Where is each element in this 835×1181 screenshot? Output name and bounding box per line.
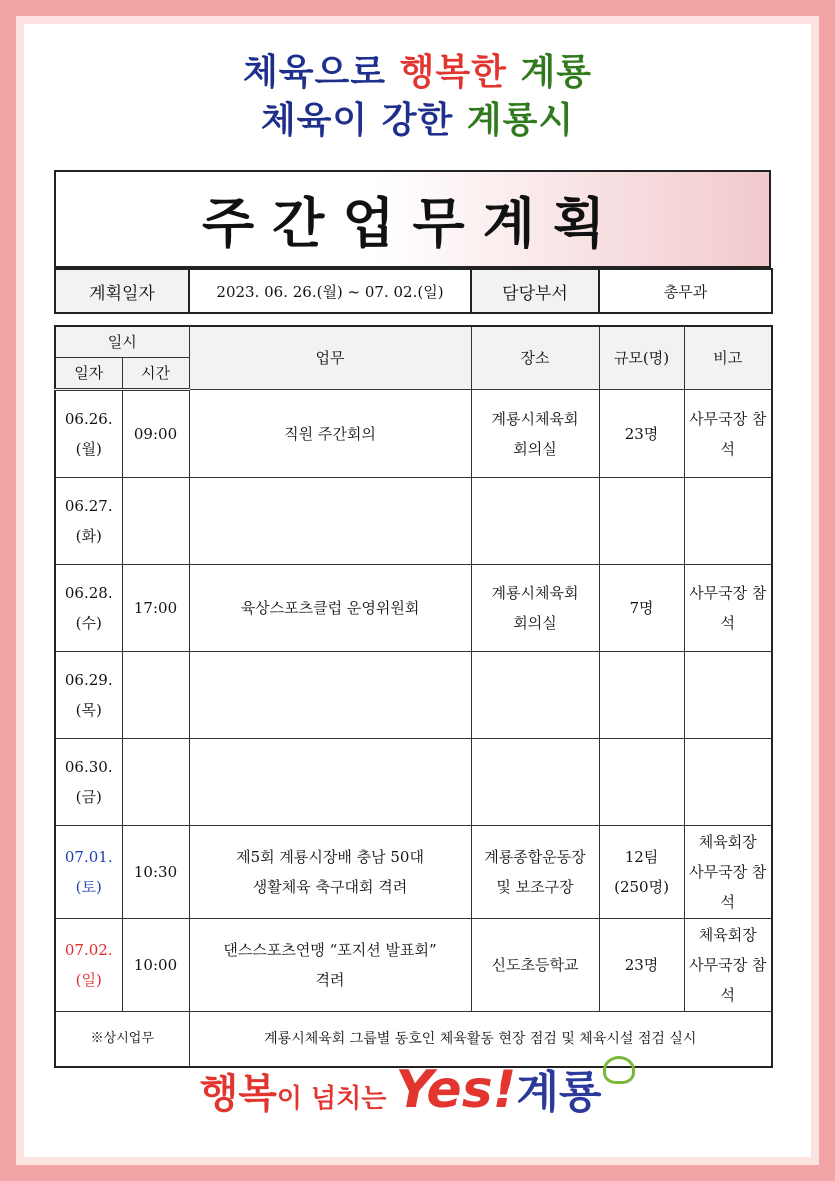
row-day-value: (금) <box>75 788 102 806</box>
footer-part-3: Yes! <box>395 1060 517 1120</box>
row-date <box>55 478 122 565</box>
row-note-line-1: 체육회장 <box>698 833 757 851</box>
header-note: 비고 <box>684 326 772 390</box>
row-place <box>471 565 599 652</box>
row-task-line-2: 격려 <box>315 971 345 989</box>
header-task: 업무 <box>189 326 471 390</box>
row-time <box>122 739 189 826</box>
row-date <box>55 826 122 919</box>
slogan-1-part-1: 체육으로 <box>242 52 400 93</box>
row-scale <box>599 390 684 478</box>
row-note-line-1: 체육회장 <box>698 926 757 944</box>
row-task <box>189 652 471 739</box>
row-scale-line-1: 12팀 <box>624 848 659 866</box>
header-date: 일자 <box>55 358 122 390</box>
row-task <box>189 478 471 565</box>
row-note <box>684 390 772 478</box>
schedule-table <box>54 325 773 1068</box>
row-day-value: (토) <box>75 878 102 896</box>
row-task <box>189 565 471 652</box>
table-row <box>55 919 772 1012</box>
slogan-1-part-2: 행복한 <box>399 52 507 93</box>
heart-icon <box>603 1056 635 1084</box>
info-row <box>55 269 772 313</box>
row-task <box>189 919 471 1012</box>
row-place <box>471 739 599 826</box>
row-date-value: 06.27. <box>64 497 113 515</box>
row-note <box>684 826 772 919</box>
header-place: 장소 <box>471 326 599 390</box>
row-place <box>471 826 599 919</box>
footer-part-4: 계룡 <box>516 1067 602 1118</box>
dept-label: 담당부서 <box>471 269 599 313</box>
row-scale <box>599 826 684 919</box>
row-task-line-1: 댄스스포츠연맹 “포지션 발표회” <box>223 941 437 959</box>
row-place-line-2: 회의실 <box>513 614 557 632</box>
row-date <box>55 739 122 826</box>
slogan-1-part-3: 계룡 <box>506 52 593 93</box>
row-note-line-2: 사무국장 참석 <box>689 863 767 911</box>
row-note <box>684 652 772 739</box>
header-time: 시간 <box>122 358 189 390</box>
table-row <box>55 739 772 826</box>
row-note <box>684 565 772 652</box>
row-scale <box>599 565 684 652</box>
row-day-value: (수) <box>75 614 102 632</box>
footer-part-1: 행복 <box>199 1071 277 1117</box>
row-day-value: (일) <box>75 971 102 989</box>
row-date-value: 06.26. <box>64 410 113 428</box>
slogan-2-part-1: 체육이 강한 <box>260 100 454 141</box>
table-row <box>55 390 772 478</box>
row-task <box>189 826 471 919</box>
row-place-line-2: 회의실 <box>513 439 557 458</box>
regular-task-label: ※상시업무 <box>55 1012 189 1068</box>
row-note <box>684 739 772 826</box>
row-place-line-1: 계룡시체육회 <box>491 409 579 428</box>
regular-task-value: 계룡시체육회 그룹별 동호인 체육활동 현장 점검 및 체육시설 점검 실시 <box>189 1012 772 1068</box>
slogan-line-1 <box>0 44 835 95</box>
row-day-value: (목) <box>75 701 102 719</box>
row-date-value: 07.02. <box>64 941 113 959</box>
row-scale-line-1: 23명 <box>624 424 659 443</box>
row-place-line-2: 및 보조구장 <box>496 878 574 896</box>
row-day-value: (화) <box>75 527 102 545</box>
row-place-line-1: 신도초등학교 <box>491 956 579 974</box>
row-note-line-2: 사무국장 참석 <box>689 956 767 1004</box>
row-place-line-1: 계룡시체육회 <box>491 584 579 602</box>
row-time <box>122 652 189 739</box>
row-task-line-1: 직원 주간회의 <box>284 424 376 443</box>
row-place-line-1: 계룡종합운동장 <box>484 848 586 866</box>
page-title: 주간업무계획 <box>202 191 623 255</box>
footer-logo <box>0 1056 835 1120</box>
row-scale-line-1: 23명 <box>624 956 659 974</box>
row-time: 10:00 <box>122 919 189 1012</box>
table-row <box>55 478 772 565</box>
slogan-2-part-2: 계룡시 <box>453 100 575 141</box>
row-scale <box>599 919 684 1012</box>
header-row-1 <box>55 326 772 358</box>
row-place <box>471 919 599 1012</box>
row-time <box>122 478 189 565</box>
row-place <box>471 652 599 739</box>
header-scale: 규모(명) <box>599 326 684 390</box>
row-date <box>55 652 122 739</box>
row-date <box>55 919 122 1012</box>
row-date-value: 06.30. <box>64 758 113 776</box>
table-row <box>55 652 772 739</box>
row-time: 10:30 <box>122 826 189 919</box>
row-note <box>684 478 772 565</box>
row-task <box>189 739 471 826</box>
row-date <box>55 390 122 478</box>
row-task <box>189 390 471 478</box>
plan-date-label: 계획일자 <box>55 269 189 313</box>
row-date-value: 06.28. <box>64 584 113 602</box>
row-scale-line-2: (250명) <box>614 878 669 896</box>
dept-value: 총무과 <box>599 269 772 313</box>
row-task-line-2: 생활체육 축구대회 격려 <box>252 878 408 896</box>
row-place <box>471 478 599 565</box>
row-date-value: 07.01. <box>64 848 113 866</box>
row-time: 17:00 <box>122 565 189 652</box>
row-note-line-1: 사무국장 참석 <box>689 584 767 632</box>
footer-part-2: 이 넘치는 <box>276 1084 396 1114</box>
table-row <box>55 826 772 919</box>
plan-date-value: 2023. 06. 26.(월) ~ 07. 02.(일) <box>189 269 471 313</box>
table-row <box>55 565 772 652</box>
row-time: 09:00 <box>122 390 189 478</box>
title-box <box>54 170 771 268</box>
info-table <box>54 268 773 314</box>
row-task-line-1: 제5회 계룡시장배 충남 50대 <box>236 848 424 866</box>
row-note-line-1: 사무국장 참석 <box>689 409 767 458</box>
row-scale <box>599 652 684 739</box>
row-task-line-1: 육상스포츠클럽 운영위원회 <box>240 599 420 617</box>
row-date <box>55 565 122 652</box>
row-day-value: (월) <box>75 440 102 458</box>
row-scale-line-1: 7명 <box>629 599 654 617</box>
row-scale <box>599 478 684 565</box>
schedule-body <box>55 390 772 1068</box>
header-datetime: 일시 <box>55 326 189 358</box>
row-note <box>684 919 772 1012</box>
row-place <box>471 390 599 478</box>
row-scale <box>599 739 684 826</box>
row-date-value: 06.29. <box>64 671 113 689</box>
slogan-line-2 <box>0 92 835 143</box>
